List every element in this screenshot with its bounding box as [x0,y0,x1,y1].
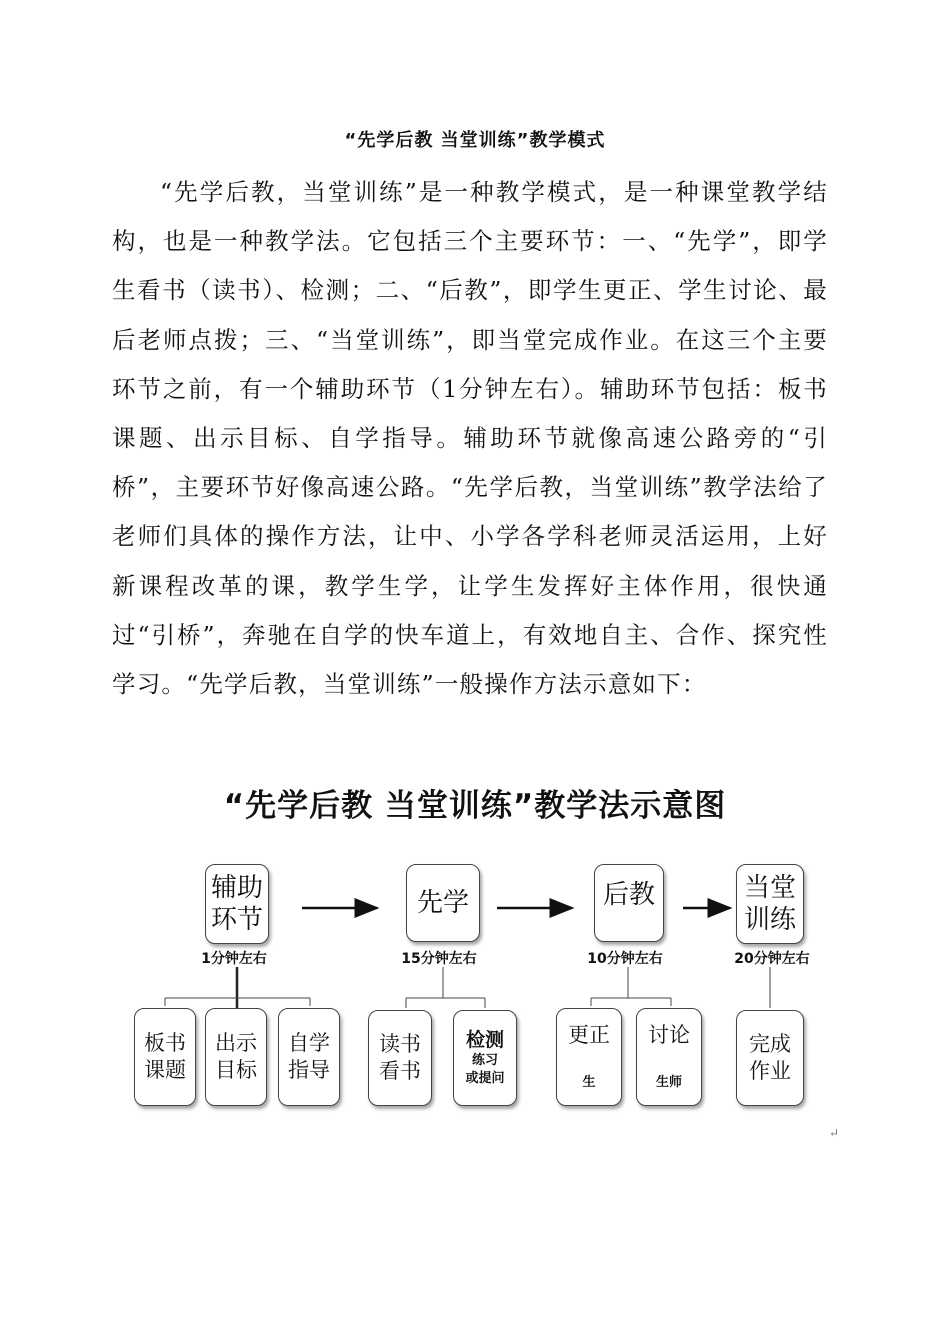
sub-read-book [368,1010,432,1106]
stage-practice-time: 20分钟左右 [734,951,810,967]
stage-auxiliary-time: 1分钟左右 [201,951,267,967]
stage-learn-first [406,864,480,942]
stage-practice-line2: 训练 [743,905,796,935]
sub-finish-homework-line2: 作业 [749,1059,791,1083]
stage-practice-line1: 当堂 [743,873,796,903]
sub-correct-line1: 更正 [568,1022,610,1047]
sub-write-topic [134,1008,196,1106]
sub-discuss-line1: 讨论 [648,1022,690,1047]
sub-write-topic-line2: 课题 [144,1058,186,1082]
sub-write-topic-line1: 板书 [144,1031,186,1055]
sub-self-study-guide-line1: 自学 [288,1031,330,1055]
stage-learn-first-line1: 先学 [416,888,469,918]
sub-self-study-guide [278,1008,340,1106]
sub-check-line1: 检测 [465,1029,504,1051]
sub-correct [556,1008,622,1106]
sub-check [453,1010,517,1106]
stage-auxiliary-line1: 辅助 [210,873,263,903]
sub-check-note1: 练习 [471,1053,498,1068]
sub-read-book-line1: 读书 [379,1032,421,1056]
stage-learn-first-time: 15分钟左右 [401,951,477,967]
sub-correct-note1: 生 [582,1075,596,1091]
sub-discuss-note1: 生师 [655,1075,682,1091]
body-paragraph: “先学后教，当堂训练”是一种教学模式，是一种课堂教学结构，也是一种教学法。它包括三个主要环节：一、“先学”，即学生看书（读书）、检测；二、“后教”，即学生更正、学生讨论、最后老师点拨；三、“当堂训练”，即当堂完成作业。在这三个主要环节之前，有一个辅助环节（1分钟左右）。辅助环节包括：板书课题、出示目标、自学指导。辅助环节就像高速公路旁的“引桥”，主要环节好像高速公路。“先学后教，当堂训练”教学法给了老师们具体的操作方法，让中、小学各学科老师灵活运用，上好新课程改革的课，教学生学，让学生发挥好主体作用，很快通过“引桥”，奔驰在自学的快车道上，有效地自主、合作、探究性学习。“先学后教，当堂训练”一般操作方法示意如下： [112,178,828,699]
sub-finish-homework-line1: 完成 [749,1032,791,1056]
sub-show-goals [205,1008,267,1106]
stage-auxiliary [205,864,269,944]
stage-auxiliary-line2: 环节 [210,905,263,935]
sub-show-goals-line2: 目标 [215,1058,257,1082]
sub-finish-homework [736,1010,804,1106]
sub-read-book-line2: 看书 [379,1059,421,1083]
stage-teach-after-line1: 后教 [602,880,655,910]
stage-teach-after-time: 10分钟左右 [587,951,663,967]
sub-show-goals-line1: 出示 [215,1031,257,1055]
paragraph-mark: ↵ [829,1126,840,1140]
diagram-title: “先学后教 当堂训练”教学法示意图 [223,788,727,824]
sub-check-note2: 或提问 [465,1071,505,1086]
sub-discuss [636,1008,702,1106]
document-title: “先学后教 当堂训练”教学模式 [344,130,606,151]
stage-practice [736,864,804,944]
sub-self-study-guide-line2: 指导 [288,1058,330,1082]
method-diagram [0,770,950,1150]
stage-teach-after [594,864,664,942]
